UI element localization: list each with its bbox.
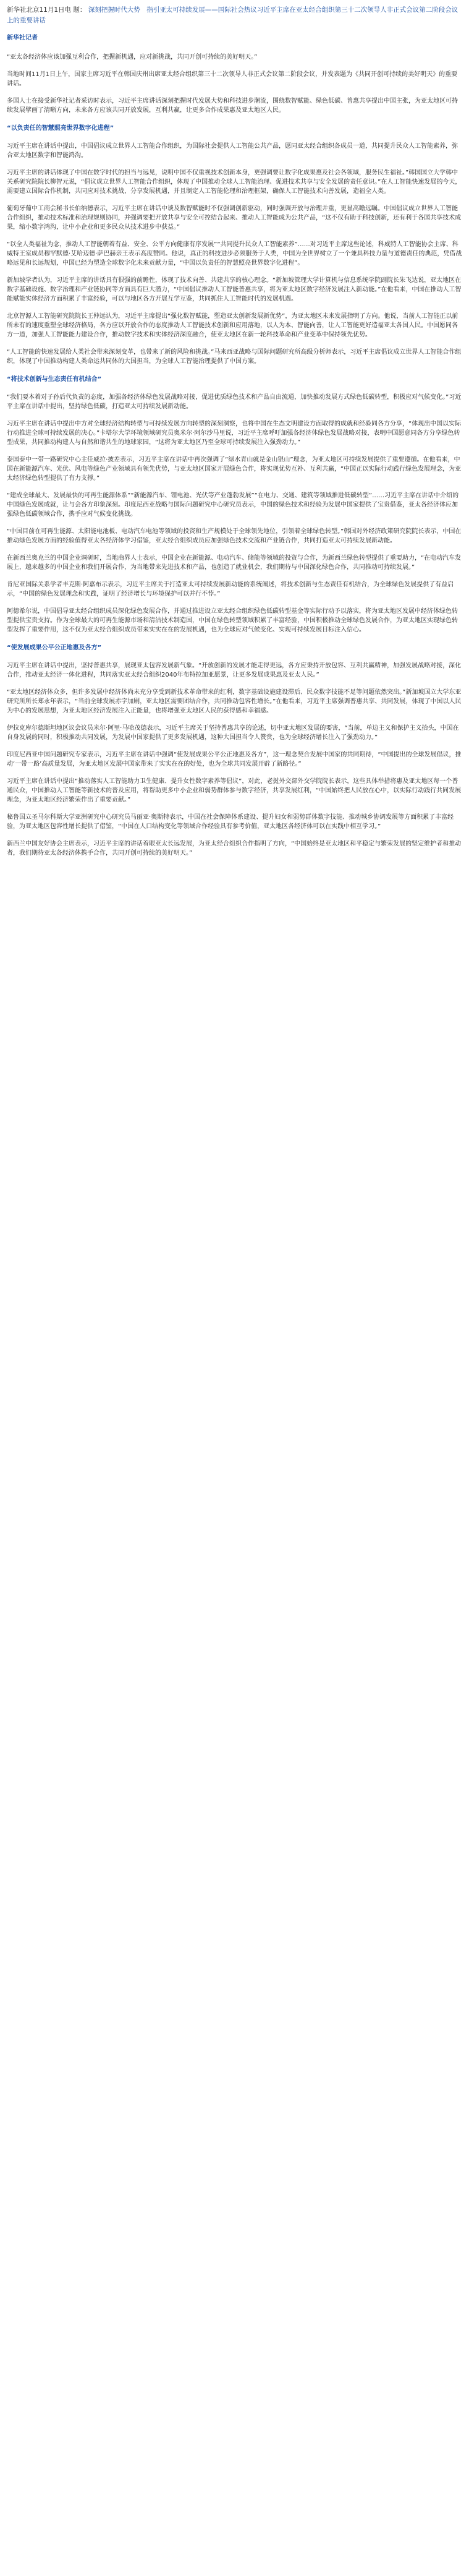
paragraph: 新西兰中国友好协会主席表示，习近平主席的讲话着眼亚太长远发展，为亚太经合组织合作指明了方向，“中国始终是亚太地区和平稳定与繁荣发展的坚定维护者和推动者，我们期待亚太各经济体携手合作，共同开创可持续的美好明天。” xyxy=(7,841,462,857)
article-title: 深刻把握时代大势 指引亚太可持续发展——国际社会热议习近平主席在亚太经合组织第三十二次领导人非正式会议第二阶段会议上的重要讲话 xyxy=(7,6,458,24)
paragraph: 在新西兰奥克兰的中国企业调研时，当地商界人士表示，中国企业在新能源、电动汽车、储能等领域的投资与合作，为新西兰绿色转型提供了重要助力，“在电动汽车发展上，越来越多的中国企业和我们开展合作，为当地带来先进技术和产品，也创造了就业机会，我们期待与中国深化绿色合作，共同推动可持续发展。” xyxy=(7,555,462,571)
paragraph: 肯尼亚国际关系学者丰克斯·阿嘉布示表示，习近平主席关于打造亚太可持续发展新动能的系统阐述，将技术创新与生态责任有机结合，为全球绿色发展提供了有益启示，“中国的绿色发展理念和实践，证明了经济增长与环境保护可以并行不悖。” xyxy=(7,581,454,597)
paragraph: “亚太各经济体应该加强互利合作，把握新机遇，应对新挑战，共同开创可持续的美好明天。” xyxy=(7,54,258,61)
paragraph: 葡萄牙葡中工商会秘书长伯纳德表示，习近平主席在讲话中谈及数智赋能时不仅强调创新驱动，同时强调开放与治理并重，更显高瞻远瞩。中国倡议成立世界人工智能合作组织，推动技术标准和治理规则协同，并强调要把开放共享与安全可控结合起来、推动人工智能成为公共产品，“这不仅有助于科技创新，还有利于各国共享技术成果，缩小数字鸿沟，让中小企业和更多民众从技术进步中获益。” xyxy=(7,205,462,231)
section-heading: “使发展成果公平公正地惠及各方” xyxy=(7,644,102,651)
paragraph: “以全人类福祉为念，推动人工智能朝着有益、安全、公平方向健康有序发展”“共同提升民众人工智能素养”……对习近平主席这些论述，科威特人工智能协会主席、科威特王室成员穆罕默德·艾哈迈德·萨巴赫亲王表示高度赞同。他说，真正的科技进步必须服务于人类，中国为全世界树立了一个兼具科技力量与道德责任的典范，凭借战略远见和长远规划，中国已经为塑造全球数字化未来贡献力量，“中国以负责任的智慧照亮世界数字化进程”。 xyxy=(7,241,462,267)
paragraph: 伊拉克库尔德斯坦地区议会议员米尔·阿里·马哈茂德表示，习近平主席关于坚持普惠共享的论述，切中亚太地区发展的要害，“当前，单边主义和保护主义抬头，中国在自身发展的同时，积极推动共同发展，为发展中国家提供了更多发展机遇，这种大国担当令人赞赏，也为全球经济增长注入了强劲动力。” xyxy=(7,725,459,741)
paragraph: 阿德希尔说，中国倡导亚太经合组织成员深化绿色发展合作，并通过推进设立亚太经合组织绿色低碳转型基金等实际行动予以落实，将为亚太地区发展中经济体绿色转型提供宝贵支持。作为全球最大的可再生能源市场和清洁技术制造国，中国在绿色转型领域积累了丰富经验，中国积极推动全球绿色发展合作，为亚太地区实现绿色转型发挥了重要作用，这不仅为亚太经合组织成员带来实实在在的发展机遇，也为全球应对气候变化、实现可持续发展目标注入信心。 xyxy=(7,608,458,633)
paragraph: 当地时间11月1日上午，国家主席习近平在韩国庆州出席亚太经合组织第三十二次领导人非正式会议第二阶段会议，并发表题为《共同开创可持续的美好明天》的重要讲话。 xyxy=(7,71,458,87)
paragraph: “建成全球最大、发展最快的可再生能源体系”“新能源汽车、锂电池、光伏等产业蓬勃发展”“在电力、交通、建筑等领域推进低碳转型”……习近平主席在讲话中介绍的中国绿色发展成就，让与会各方印象深刻。印度尼西亚战略与国际问题研究中心研究员表示，中国的绿色技术和经验为发展中国家提供了宝贵借鉴，亚太各经济体应加强绿色低碳领域合作，携手应对气候变化挑战。 xyxy=(7,492,459,518)
section-heading: “以负责任的智慧照亮世界数字化进程” xyxy=(7,125,114,132)
paragraph: 新加坡学者认为，习近平主席的讲话具有很强的前瞻性，体现了技术向善、共建共享的核心理念。“新加坡管理大学计算机与信息系统学院副院长朱飞达说，亚太地区在数字基础设施、数字治理和产业链协同等方面具有巨大潜力，“中国倡议推动人工智能普惠共享，将为亚太地区数字经济发展注入新动能。”在他看来，中国在推动人工智能赋能实体经济方面积累了丰富经验，可以与地区各方开展互学互鉴，共同抓住人工智能时代的发展机遇。 xyxy=(7,277,462,302)
article-headline xyxy=(7,5,462,26)
paragraph: 习近平主席在讲话中提出中方对全球经济结构转型与可持续发展方向转型的深刻洞察，也将中国在生态文明建设方面取得的成就和经验同各方分享，“体现出中国以实际行动推进全球可持续发展的决心。”卡塔尔大学环境领域研究员奥米尔·阿尔沙马里说，习近平主席呼吁加强各经济体绿色发展战略对接，表明中国愿意同各方分享绿色转型成果，共同推动构建人与自然和谐共生的地球家园，“这将为亚太地区乃至全球可持续发展注入强劲动力。” xyxy=(7,421,462,446)
paragraph: 习近平主席在讲话中提出，中国倡议成立世界人工智能合作组织，为国际社会提供人工智能公共产品，愿同亚太经合组织各成员一道，共同提升民众人工智能素养，弥合亚太地区数字和智能鸿沟。 xyxy=(7,143,458,159)
paragraph: 习近平主席的讲话体现了中国在数字时代的担当与远见，说明中国不仅重视技术创新本身，更强调要让数字化成果惠及社会各领域，服务民生福祉。”韩国国立大学韩中关系研究院院长柳智元说，“倡议成立世界人工智能合作组织，体现了中国推动全球人工智能治理、促进技术共享与安全发展的责任意识。”在人工智能快速发展的今天，需要建立国际合作机制，共同应对技术挑战，分享发展机遇，并且制定人工智能伦理和治理框架，确保人工智能技术向善发展，造福全人类。 xyxy=(7,169,462,195)
paragraph: 印度尼西亚中国问题研究专家表示，习近平主席在讲话中强调“使发展成果公平公正地惠及各方”，这一理念契合发展中国家的共同期待，“中国提出的全球发展倡议，推动‘一带一路’高质量发展，为亚太地区发展中国家带来了实实在在的好处，也为全球共同发展开辟了新路径。” xyxy=(7,751,462,768)
dateline: 新华社北京11月1日电 xyxy=(7,6,72,14)
paragraph: 泰国泰中一带一路研究中心主任威拉·披差表示，习近平主席在讲话中再次强调了“绿水青山就是金山银山”理念，为亚太地区可持续发展提供了重要遵循。在他看来，中国在新能源汽车、光伏、风电等绿色产业领域具有领先优势，与亚太地区国家开展绿色合作，将实现优势互补、互利共赢，“中国正以实际行动践行绿色发展理念，为亚太经济绿色转型提供了有力支撑。” xyxy=(7,456,462,482)
section-green xyxy=(7,375,462,635)
paragraph: “我们要本着对子孙后代负责的态度，加强各经济体绿色发展战略对接，促进优质绿色技术和产品自由流通，加快推动发展方式绿色低碳转型，积极应对气候变化。”习近平主席在讲话中提出，坚持绿色低碳，打造亚太可持续发展新动能。 xyxy=(7,394,462,410)
article xyxy=(0,0,469,878)
paragraph: 习近平主席在讲话中提出“推动落实人工智能助力卫生健康、提升女性数字素养等倡议”，对此，老挝外交部外交学院院长表示，这些具体举措将惠及亚太地区每一个普通民众，中国推动人工智能等新技术的普及应用，将帮助更多中小企业和弱势群体参与数字经济，共享发展红利，“中国始终把人民放在心中，以实际行动践行共同发展理念，为亚太地区经济繁荣作出了重要贡献。” xyxy=(7,778,462,803)
paragraph: “人工智能的快速发展给人类社会带来深刻变革，也带来了新的风险和挑战。”马来西亚战略与国际问题研究所高级分析师表示，习近平主席倡议成立世界人工智能合作组织，体现了中国推动构建人类命运共同体的大国担当，为全球人工智能治理提供了中国方案。 xyxy=(7,349,462,365)
byline: 新华社记者 xyxy=(7,35,38,41)
section-ai xyxy=(7,124,462,366)
intro xyxy=(7,53,462,115)
paragraph: 秘鲁国立圣马尔科斯大学亚洲研究中心研究员马丽亚·奥斯特表示，中国在社会保障体系建设、提升妇女和弱势群体数字技能、推动城乡协调发展等方面积累了丰富经验，为亚太地区包容性增长提供了借鉴，“中国在人口结构变化等领域合作经验具有参考价值，亚太地区各经济体可以在实践中相互学习。” xyxy=(7,814,454,830)
paragraph: 北京智源人工智能研究院院长王仲远认为，习近平主席提出“强化数智赋能，塑造亚太创新发展新优势”，为亚太地区未来发展指明了方向。他说，当前人工智能正以前所未有的速度重塑全球经济格局，各方应以开放合作的态度推动人工智能技术创新和应用落地，以人为本、智能向善，让人工智能更好造福亚太各国人民。中国愿同各方一道，加强人工智能能力建设合作，推动数字技术和实体经济深度融合，使亚太地区在新一轮科技革命和产业变革中保持领先优势。 xyxy=(7,313,458,338)
paragraph: 习近平主席在讲话中提出，坚持普惠共享，展现亚太包容发展新气象。“开放创新的发展才能走得更远，各方应秉持开放包容、互利共赢精神，加强发展战略对接，深化合作，推动亚太经济一体化进程，共同落实亚太经合组织2040年布特拉加亚愿景，让更多发展成果惠及亚太人民。” xyxy=(7,662,462,678)
section-heading: “将技术创新与生态责任有机结合” xyxy=(7,376,102,383)
paragraph: “中国目前在可再生能源、太阳能电池板、电动汽车电池等领域的投资和生产规模处于全球领先地位，引领着全球绿色转型。”韩国对外经济政策研究院院长表示，中国在推动绿色发展方面的经验值得亚太各经济体学习借鉴，亚太经合组织成员应加强绿色技术交流和产业链合作，共同打造亚太可持续发展新动能。 xyxy=(7,528,462,544)
paragraph: 多国人士在接受新华社记者采访时表示，习近平主席讲话深刻把握时代发展大势和科技进步潮流，围绕数智赋能、绿色低碳、普惠共享提出中国主张，为亚太地区可持续发展擘画了清晰方向，未来各方应该共同开放发展，互利共赢，让更多合作成果惠及亚太地区人民。 xyxy=(7,98,458,114)
title-prefix: 题： xyxy=(73,6,87,14)
paragraph: “亚太地区经济体众多，但许多发展中经济体尚未充分享受到新技术革命带来的红利，数字基础设施建设滞后、民众数字技能不足等问题依然突出。”新加坡国立大学东亚研究所所长郑永年表示，“当前全球发展赤字加剧，亚太地区需要团结合作，共同推动包容性增长。”在他看来，习近平主席强调普惠共享、共同发展，体现了中国以人民为中心的发展思想，为亚太地区经济发展注入正能量，也将增强亚太地区人民的获得感和幸福感。 xyxy=(7,689,462,714)
section-inclusive xyxy=(7,643,462,858)
